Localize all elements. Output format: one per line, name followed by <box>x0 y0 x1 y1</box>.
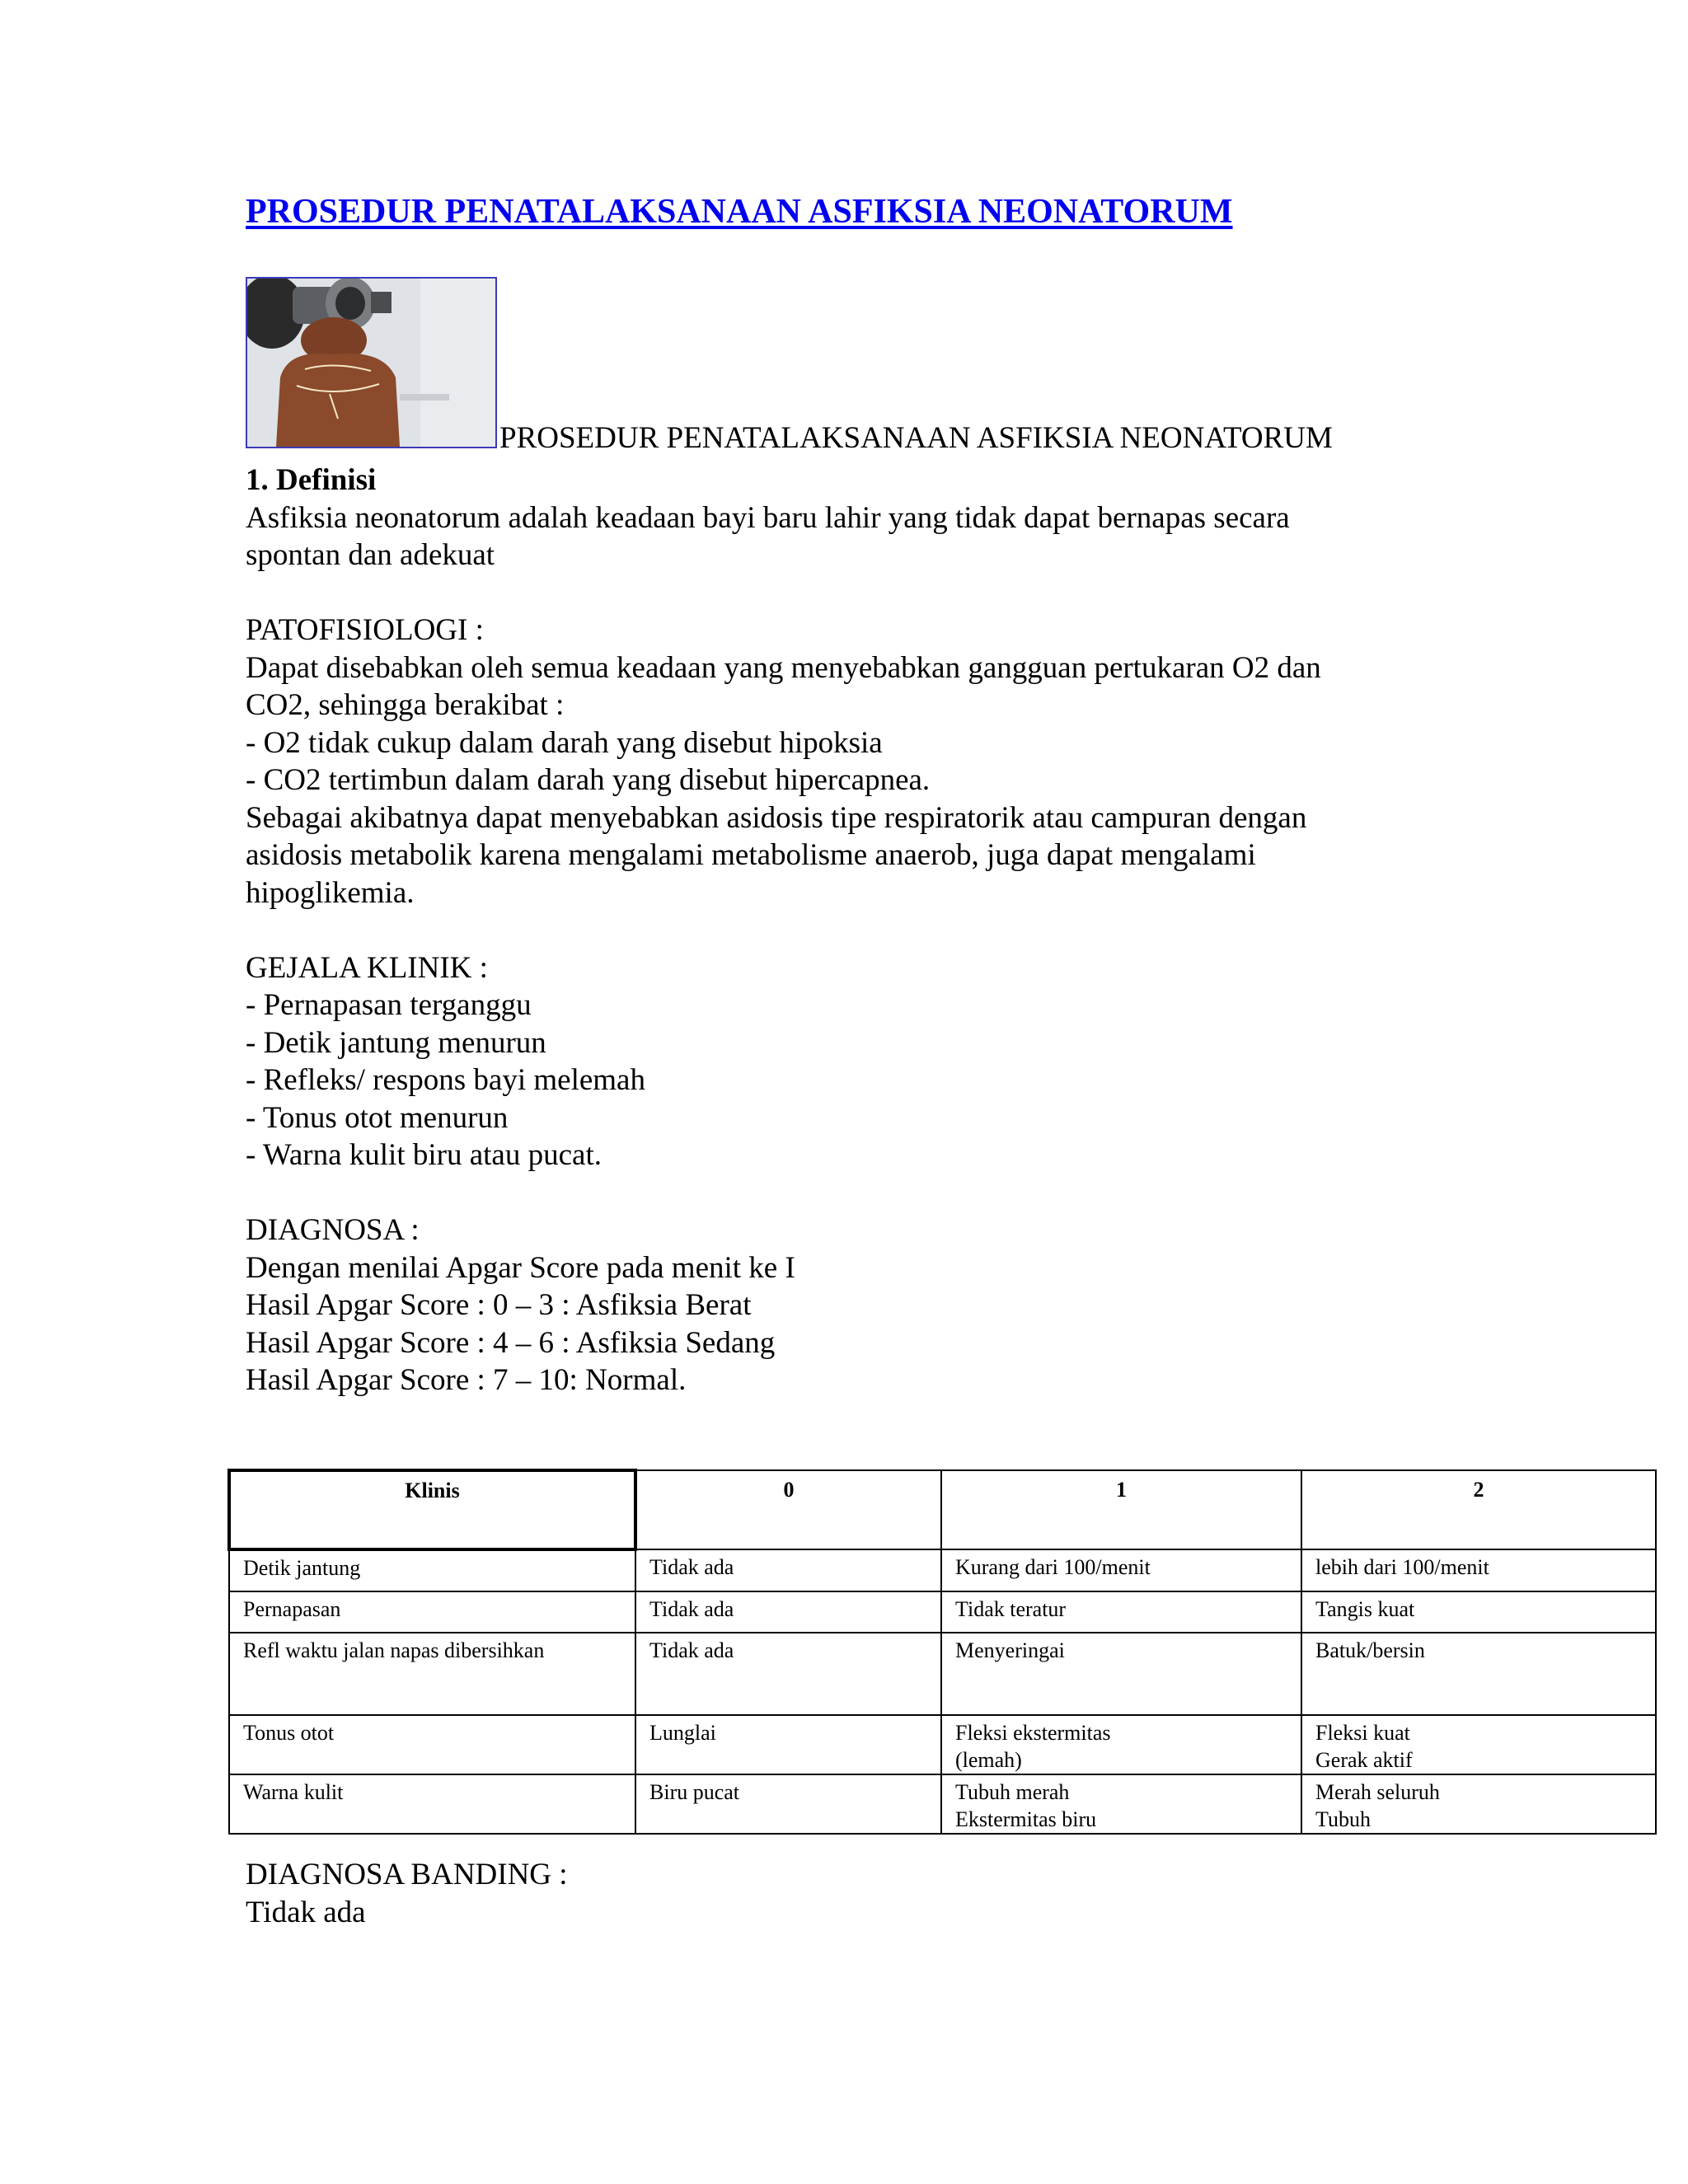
gejala-line: - Tonus otot menurun <box>246 1100 509 1135</box>
table-cell: Tidak ada <box>635 1549 941 1591</box>
diagnosa-banding-text: Tidak ada <box>246 1895 366 1929</box>
table-cell: Pernapasan <box>229 1591 635 1633</box>
cell-line: Biru pucat <box>649 1780 740 1804</box>
table-header-row <box>229 1470 1656 1549</box>
cell-line: Warna kulit <box>243 1780 344 1804</box>
patofisiologi-line: Dapat disebabkan oleh semua keadaan yang menyebabkan gangguan pertukaran O2 dan <box>246 650 1321 685</box>
cell-line: Fleksi ekstermitas <box>955 1721 1111 1745</box>
gejala-line: - Refleks/ respons bayi melemah <box>246 1063 645 1097</box>
table-cell <box>229 1774 635 1834</box>
table-header-cell: 0 <box>635 1470 941 1549</box>
cell-line: Fleksi kuat <box>1315 1721 1410 1745</box>
table-cell: Tidak teratur <box>941 1591 1301 1633</box>
cell-line: Tubuh merah <box>955 1780 1070 1804</box>
table-cell: Tidak ada <box>635 1591 941 1633</box>
table-header-cell: 2 <box>1301 1470 1656 1549</box>
definisi-heading: 1. Definisi <box>246 463 377 497</box>
cell-line: (lemah) <box>955 1748 1022 1772</box>
table-cell <box>941 1715 1301 1774</box>
diagnosa-line: Hasil Apgar Score : 7 – 10: Normal. <box>246 1363 687 1397</box>
photo-illustration <box>247 279 495 447</box>
patofisiologi-line: hipoglikemia. <box>246 875 415 910</box>
neonatal-resuscitation-photo <box>246 277 497 448</box>
patofisiologi-line: CO2, sehingga berakibat : <box>246 688 565 722</box>
table-header-cell: 1 <box>941 1470 1301 1549</box>
table-cell: Kurang dari 100/menit <box>941 1549 1301 1591</box>
cell-line: Gerak aktif <box>1315 1748 1413 1772</box>
gejala-heading: GEJALA KLINIK : <box>246 950 488 985</box>
document-title[interactable]: PROSEDUR PENATALAKSANAAN ASFIKSIA NEONATORUM <box>246 193 1233 231</box>
table-cell <box>941 1774 1301 1834</box>
document-body <box>246 462 1441 1399</box>
patofisiologi-line: asidosis metabolik karena mengalami metabolisme anaerob, juga dapat mengalami <box>246 838 1256 872</box>
cell-line: Merah seluruh <box>1315 1780 1440 1804</box>
cell-line: Lunglai <box>649 1721 716 1745</box>
gejala-line: - Warna kulit biru atau pucat. <box>246 1138 602 1172</box>
table-row <box>229 1774 1656 1834</box>
cell-line: Tonus otot <box>243 1721 335 1745</box>
table-cell <box>229 1715 635 1774</box>
patofisiologi-heading: PATOFISIOLOGI : <box>246 613 484 647</box>
image-caption: PROSEDUR PENATALAKSANAAN ASFIKSIA NEONATORUM <box>499 421 1333 455</box>
table-cell <box>1301 1774 1656 1834</box>
cell-line: Ekstermitas biru <box>955 1807 1097 1831</box>
definisi-line: spontan dan adekuat <box>246 538 495 572</box>
table-cell: Tidak ada <box>635 1633 941 1715</box>
apgar-score-table <box>227 1469 1657 1835</box>
diagnosa-line: Dengan menilai Apgar Score pada menit ke I <box>246 1250 795 1285</box>
table-cell: Refl waktu jalan napas dibersihkan <box>229 1633 635 1715</box>
table-cell: Menyeringai <box>941 1633 1301 1715</box>
table-cell: Batuk/bersin <box>1301 1633 1656 1715</box>
table-cell: Detik jantung <box>229 1549 635 1591</box>
diagnosa-banding-heading: DIAGNOSA BANDING : <box>246 1858 568 1891</box>
cell-line: Tubuh <box>1315 1807 1371 1831</box>
definisi-line: Asfiksia neonatorum adalah keadaan bayi baru lahir yang tidak dapat bernapas secara <box>246 500 1290 535</box>
patofisiologi-line: - CO2 tertimbun dalam darah yang disebut hipercapnea. <box>246 763 931 797</box>
table-cell <box>1301 1715 1656 1774</box>
diagnosa-banding-section <box>246 1856 568 1931</box>
gejala-line: - Pernapasan terganggu <box>246 988 532 1022</box>
diagnosa-heading: DIAGNOSA : <box>246 1213 420 1247</box>
patofisiologi-line: Sebagai akibatnya dapat menyebabkan asidosis tipe respiratorik atau campuran dengan <box>246 800 1307 835</box>
diagnosa-line: Hasil Apgar Score : 4 – 6 : Asfiksia Sedang <box>246 1325 776 1360</box>
table-row <box>229 1549 1656 1591</box>
diagnosa-line: Hasil Apgar Score : 0 – 3 : Asfiksia Berat <box>246 1288 752 1322</box>
gejala-line: - Detik jantung menurun <box>246 1025 546 1060</box>
table-row <box>229 1591 1656 1633</box>
table-row <box>229 1715 1656 1774</box>
table-cell <box>635 1774 941 1834</box>
table-cell: Tangis kuat <box>1301 1591 1656 1633</box>
table-header-cell: Klinis <box>229 1470 635 1549</box>
table-row <box>229 1633 1656 1715</box>
table-cell: lebih dari 100/menit <box>1301 1549 1656 1591</box>
patofisiologi-line: - O2 tidak cukup dalam darah yang disebut hipoksia <box>246 725 883 760</box>
table-cell <box>635 1715 941 1774</box>
